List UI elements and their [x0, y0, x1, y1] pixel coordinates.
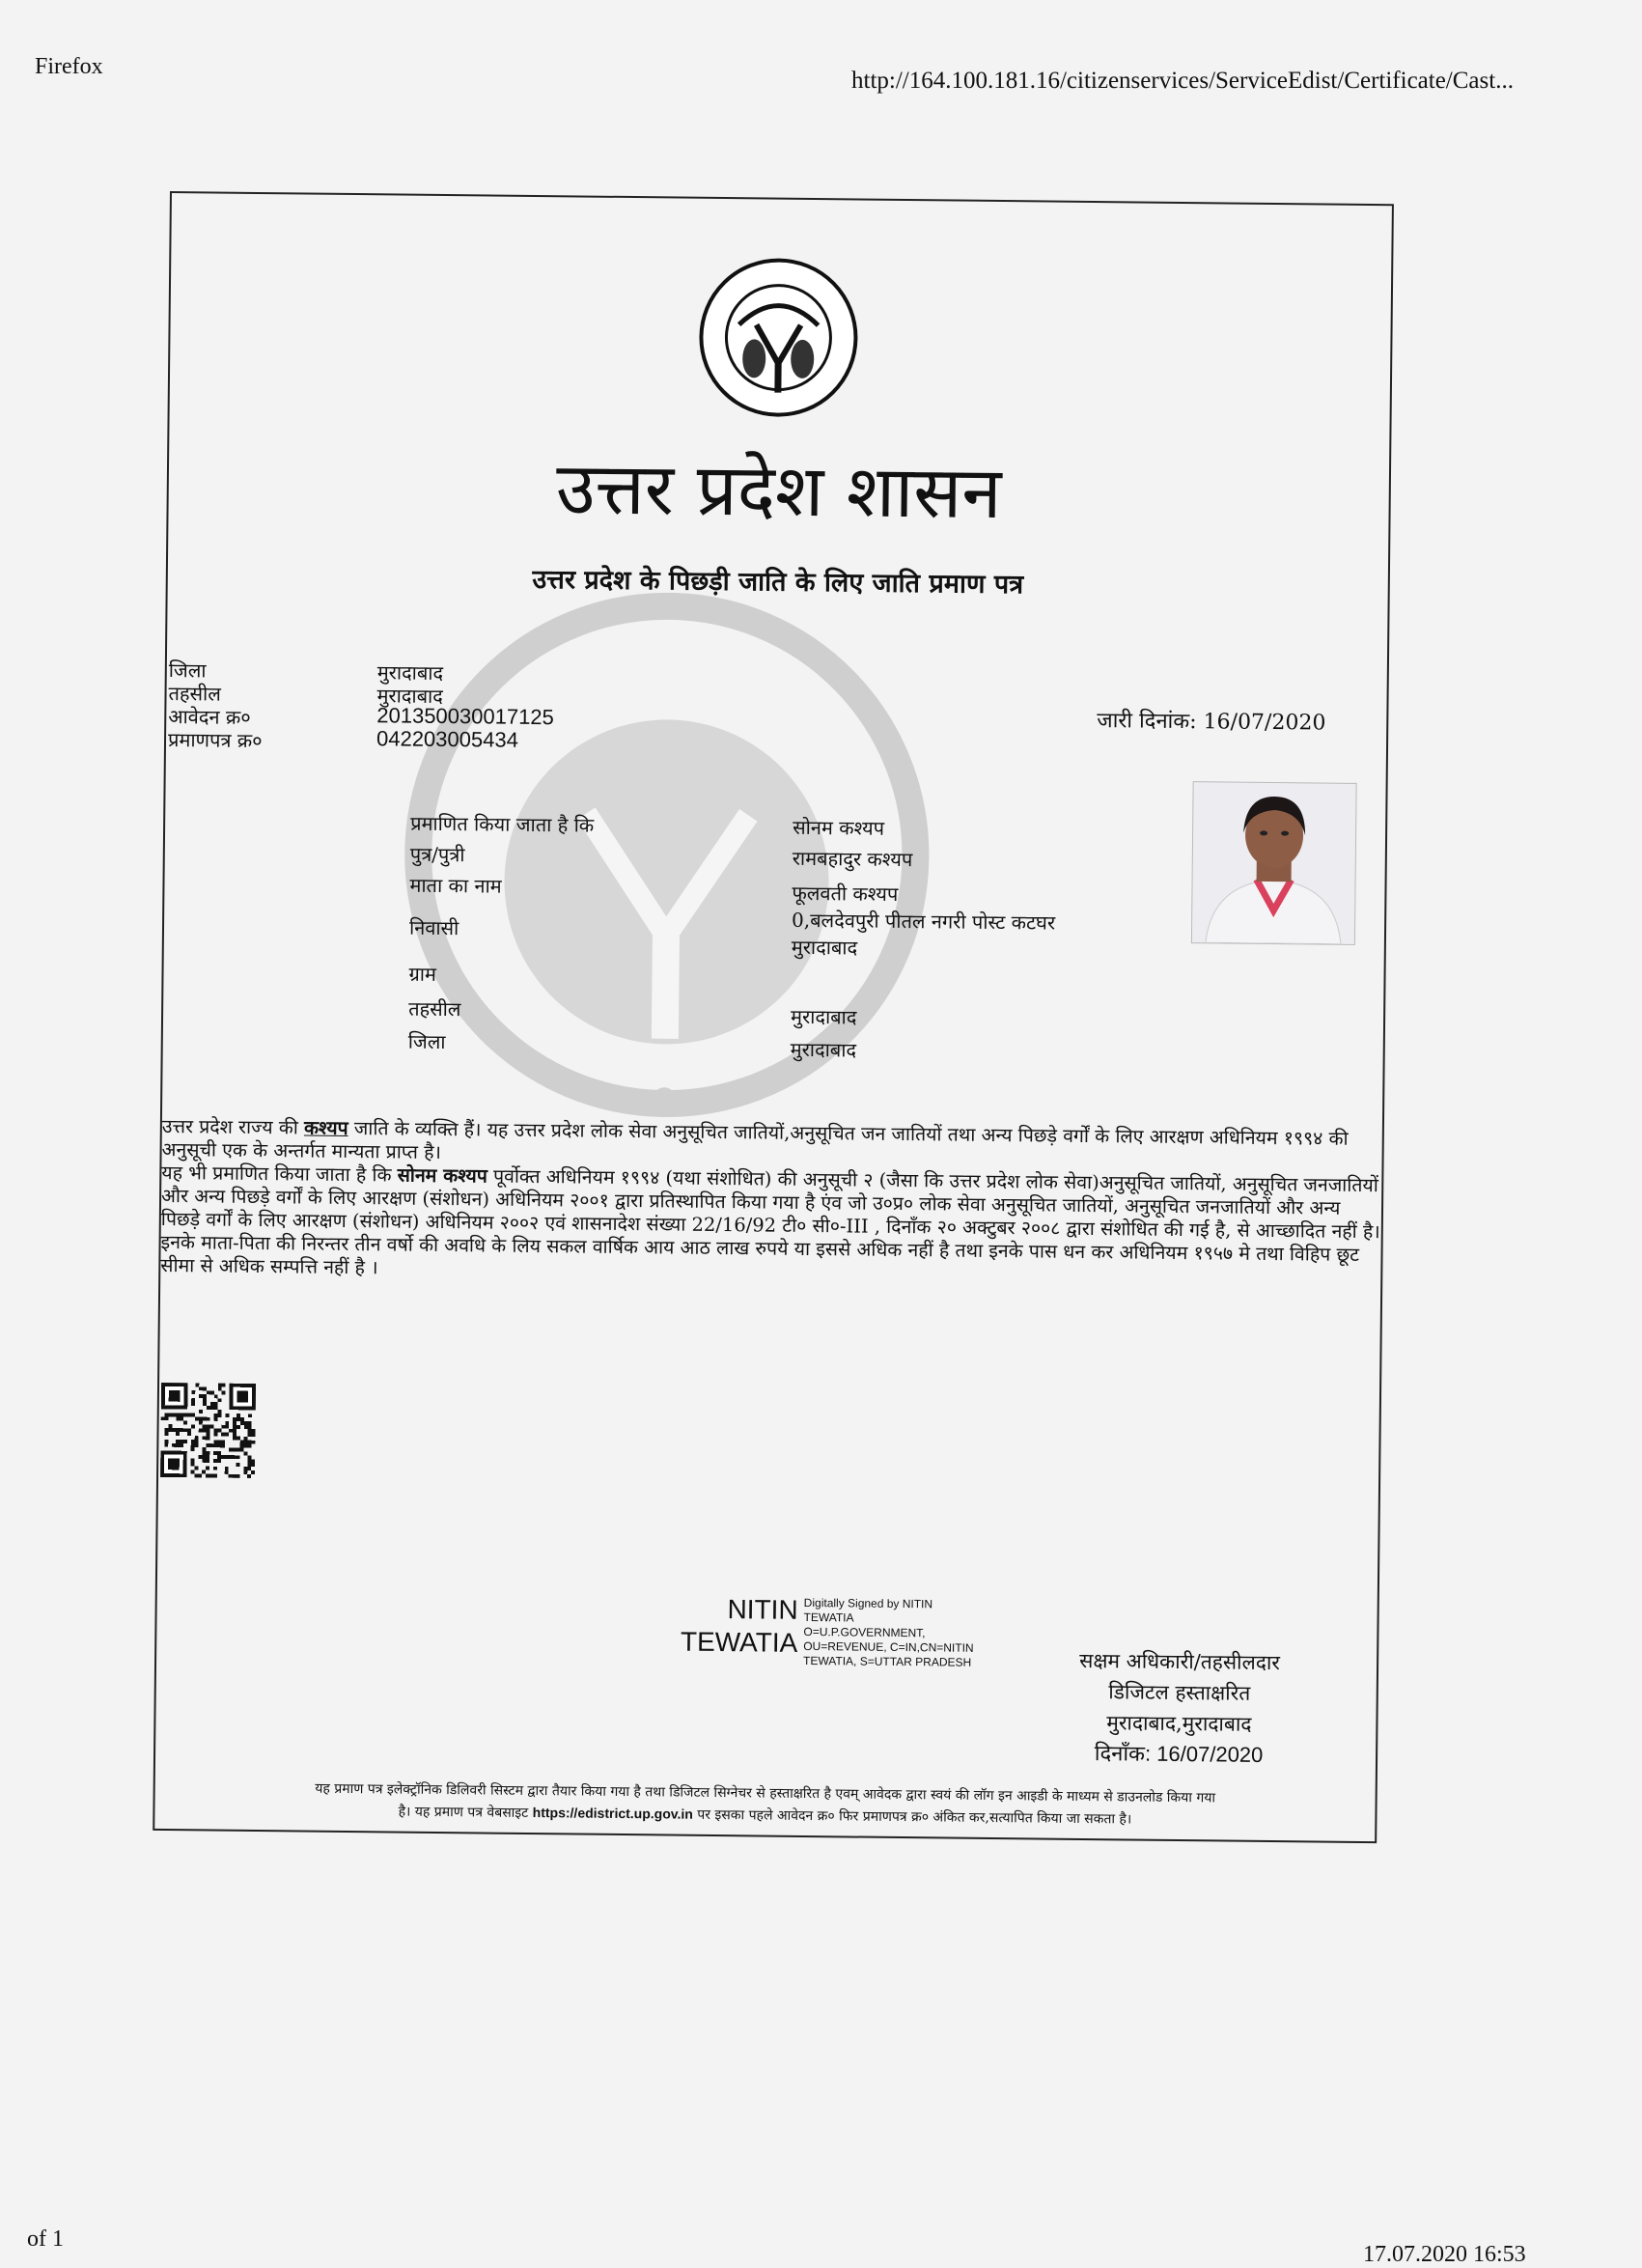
state-emblem-logo: [698, 257, 860, 419]
resident-address: 0,बलदेवपुरी पीतल नगरी पोस्ट कटघर: [792, 908, 1056, 935]
officer-block: [1053, 1645, 1305, 1772]
certificate-no-value: 042203005434: [376, 726, 519, 752]
district-label: जिला: [168, 658, 207, 683]
caste-name: कश्यप: [303, 1116, 348, 1139]
body-person-name: सोनम कश्यप: [397, 1163, 487, 1188]
tehsil2-value: मुरादाबाद: [790, 1004, 857, 1029]
certificate: [153, 191, 1394, 1843]
footer-line-2-suffix: पर इसका पहले आवेदन क्र० फिर प्रमाणपत्र क्र० अंकित कर,सत्यापित किया जा सकता है।: [692, 1806, 1132, 1828]
resident-city: मुरादाबाद: [791, 935, 858, 960]
father-name: रामबहादुर कश्यप: [792, 846, 913, 872]
son-daughter-label: पुत्र/पुत्री: [409, 842, 465, 867]
government-title: उत्तर प्रदेश शासन: [555, 447, 1002, 536]
officer-location: मुरादाबाद,मुरादाबाद: [1106, 1711, 1252, 1736]
district-value: मुरादाबाद: [376, 660, 444, 685]
application-no-value: 201350030017125: [376, 703, 554, 730]
verification-website: https://edistrict.up.gov.in: [532, 1805, 693, 1822]
officer-signed: डिजिटल हस्ताक्षरित: [1108, 1680, 1251, 1705]
body-p1-prefix: उत्तर प्रदेश राज्य की: [161, 1114, 305, 1139]
body-p2-suffix: पूर्वोक्त अधिनियम १९९४ (यथा संशोधित) की अनुसूची २ (जैसा कि उत्तर प्रदेश लोक सेवा)अनुसूचित जातियों, अनुसूचित जनजातियों और अन्य पिछड़े वर्गों के लिए आरक्षण (संशोधन) अधिनियम २००१ द्वारा प्रतिस्थापित किया गया है एंव जो उ०प्र० लोक सेवा अनुसूचित जातियों, अनुसूचित जनजातियों और अन्य पिछड़े वर्गों के लिए आरक्षण (संशोधन) अधिनियम २००२ एवं शासनादेश संख्या 22/16/92 टी० सी०-III , दिनाँक २० अक्टुबर २००८ द्वारा संशोधित की गई है, से आच्छादित नहीं है।इनके माता-पिता की निरन्तर तीन वर्षो की अवधि के लिय सकल वार्षिक आय आठ लाख रुपये या इससे अधिक नहीं है तथा इनके पास धन कर अधिनियम १९५७ मे तथा विहिप छूट सीमा से अधिक सम्पत्ति नहीं है ।: [160, 1164, 1380, 1279]
district2-value: मुरादाबाद: [790, 1037, 857, 1062]
page-counter: of 1: [27, 2226, 64, 2252]
page-url: http://164.100.181.16/citizenservices/ServiceEdist/Certificate/Cast...: [851, 68, 1514, 94]
certificate-no-label: प्रमाणपत्र क्र०: [167, 728, 263, 753]
browser-name: Firefox: [35, 54, 103, 79]
issue-date: जारी दिनांक: 16/07/2020: [1097, 709, 1326, 736]
certify-label: प्रमाणित किया जाता है कि: [410, 811, 595, 837]
body-p1-suffix: जाति के व्यक्ति हैं। यह उत्तर प्रदेश लोक सेवा अनुसूचित जातियों,अनुसूचित जन जातियों तथा अन्य पिछड़े वर्गों के लिए आरक्षण अधिनियम १९९४ की अनुसूची एक के अन्तर्गत मान्यता प्राप्त है।: [161, 1116, 1349, 1163]
signer-first-name: NITIN: [727, 1594, 798, 1625]
district2-label: जिला: [407, 1029, 446, 1054]
mother-name-label: माता का नाम: [409, 873, 502, 898]
signer-name: [662, 1592, 798, 1659]
body-p2-prefix: यह भी प्रमाणित किया जाता है कि: [161, 1161, 398, 1187]
print-timestamp: 17.07.2020 16:53: [1363, 2242, 1526, 2267]
certificate-body: [160, 1115, 1382, 1290]
certificate-footer: [154, 1777, 1375, 1833]
tehsil2-label: तहसील: [408, 996, 461, 1022]
tehsil-value: मुरादाबाद: [376, 684, 444, 708]
signer-last-name: TEWATIA: [680, 1626, 798, 1658]
qr-code: [160, 1383, 256, 1478]
applicant-name: सोनम कश्यप: [793, 815, 885, 840]
footer-line-2-prefix: है। यह प्रमाण पत्र वेबसाइट: [398, 1804, 533, 1822]
body-paragraph-2: [160, 1162, 1381, 1290]
officer-title: सक्षम अधिकारी/तहसीलदार: [1079, 1648, 1281, 1675]
application-no-label: आवेदन क्र०: [168, 705, 251, 729]
tehsil-label: तहसील: [168, 682, 221, 706]
village-label: ग्राम: [408, 962, 437, 986]
resident-label: निवासी: [408, 915, 459, 940]
officer-date: दिनाँक: 16/07/2020: [1094, 1741, 1264, 1767]
applicant-photo: [1191, 781, 1357, 945]
footer-line-1: यह प्रमाण पत्र इलेक्ट्रॉनिक डिलिवरी सिस्टम द्वारा तैयार किया गया है तथा डिजिटल सिग्नेचर से हस्ताक्षरित है एवम् आवेदक द्वारा स्वयं की लॉग इन आइडी के माध्यम से डाउनलोड किया गया: [315, 1780, 1216, 1806]
certificate-subtitle: उत्तर प्रदेश के पिछड़ी जाति के लिए जाति प्रमाण पत्र: [532, 564, 1024, 601]
mother-name: फूलवती कश्यप: [792, 881, 899, 906]
signature-details: Digitally Signed by NITIN TEWATIA O=U.P.GOVERNMENT, OU=REVENUE, C=IN,CN=NITIN TEWATIA, S=UTTAR PRADESH: [803, 1595, 974, 1669]
